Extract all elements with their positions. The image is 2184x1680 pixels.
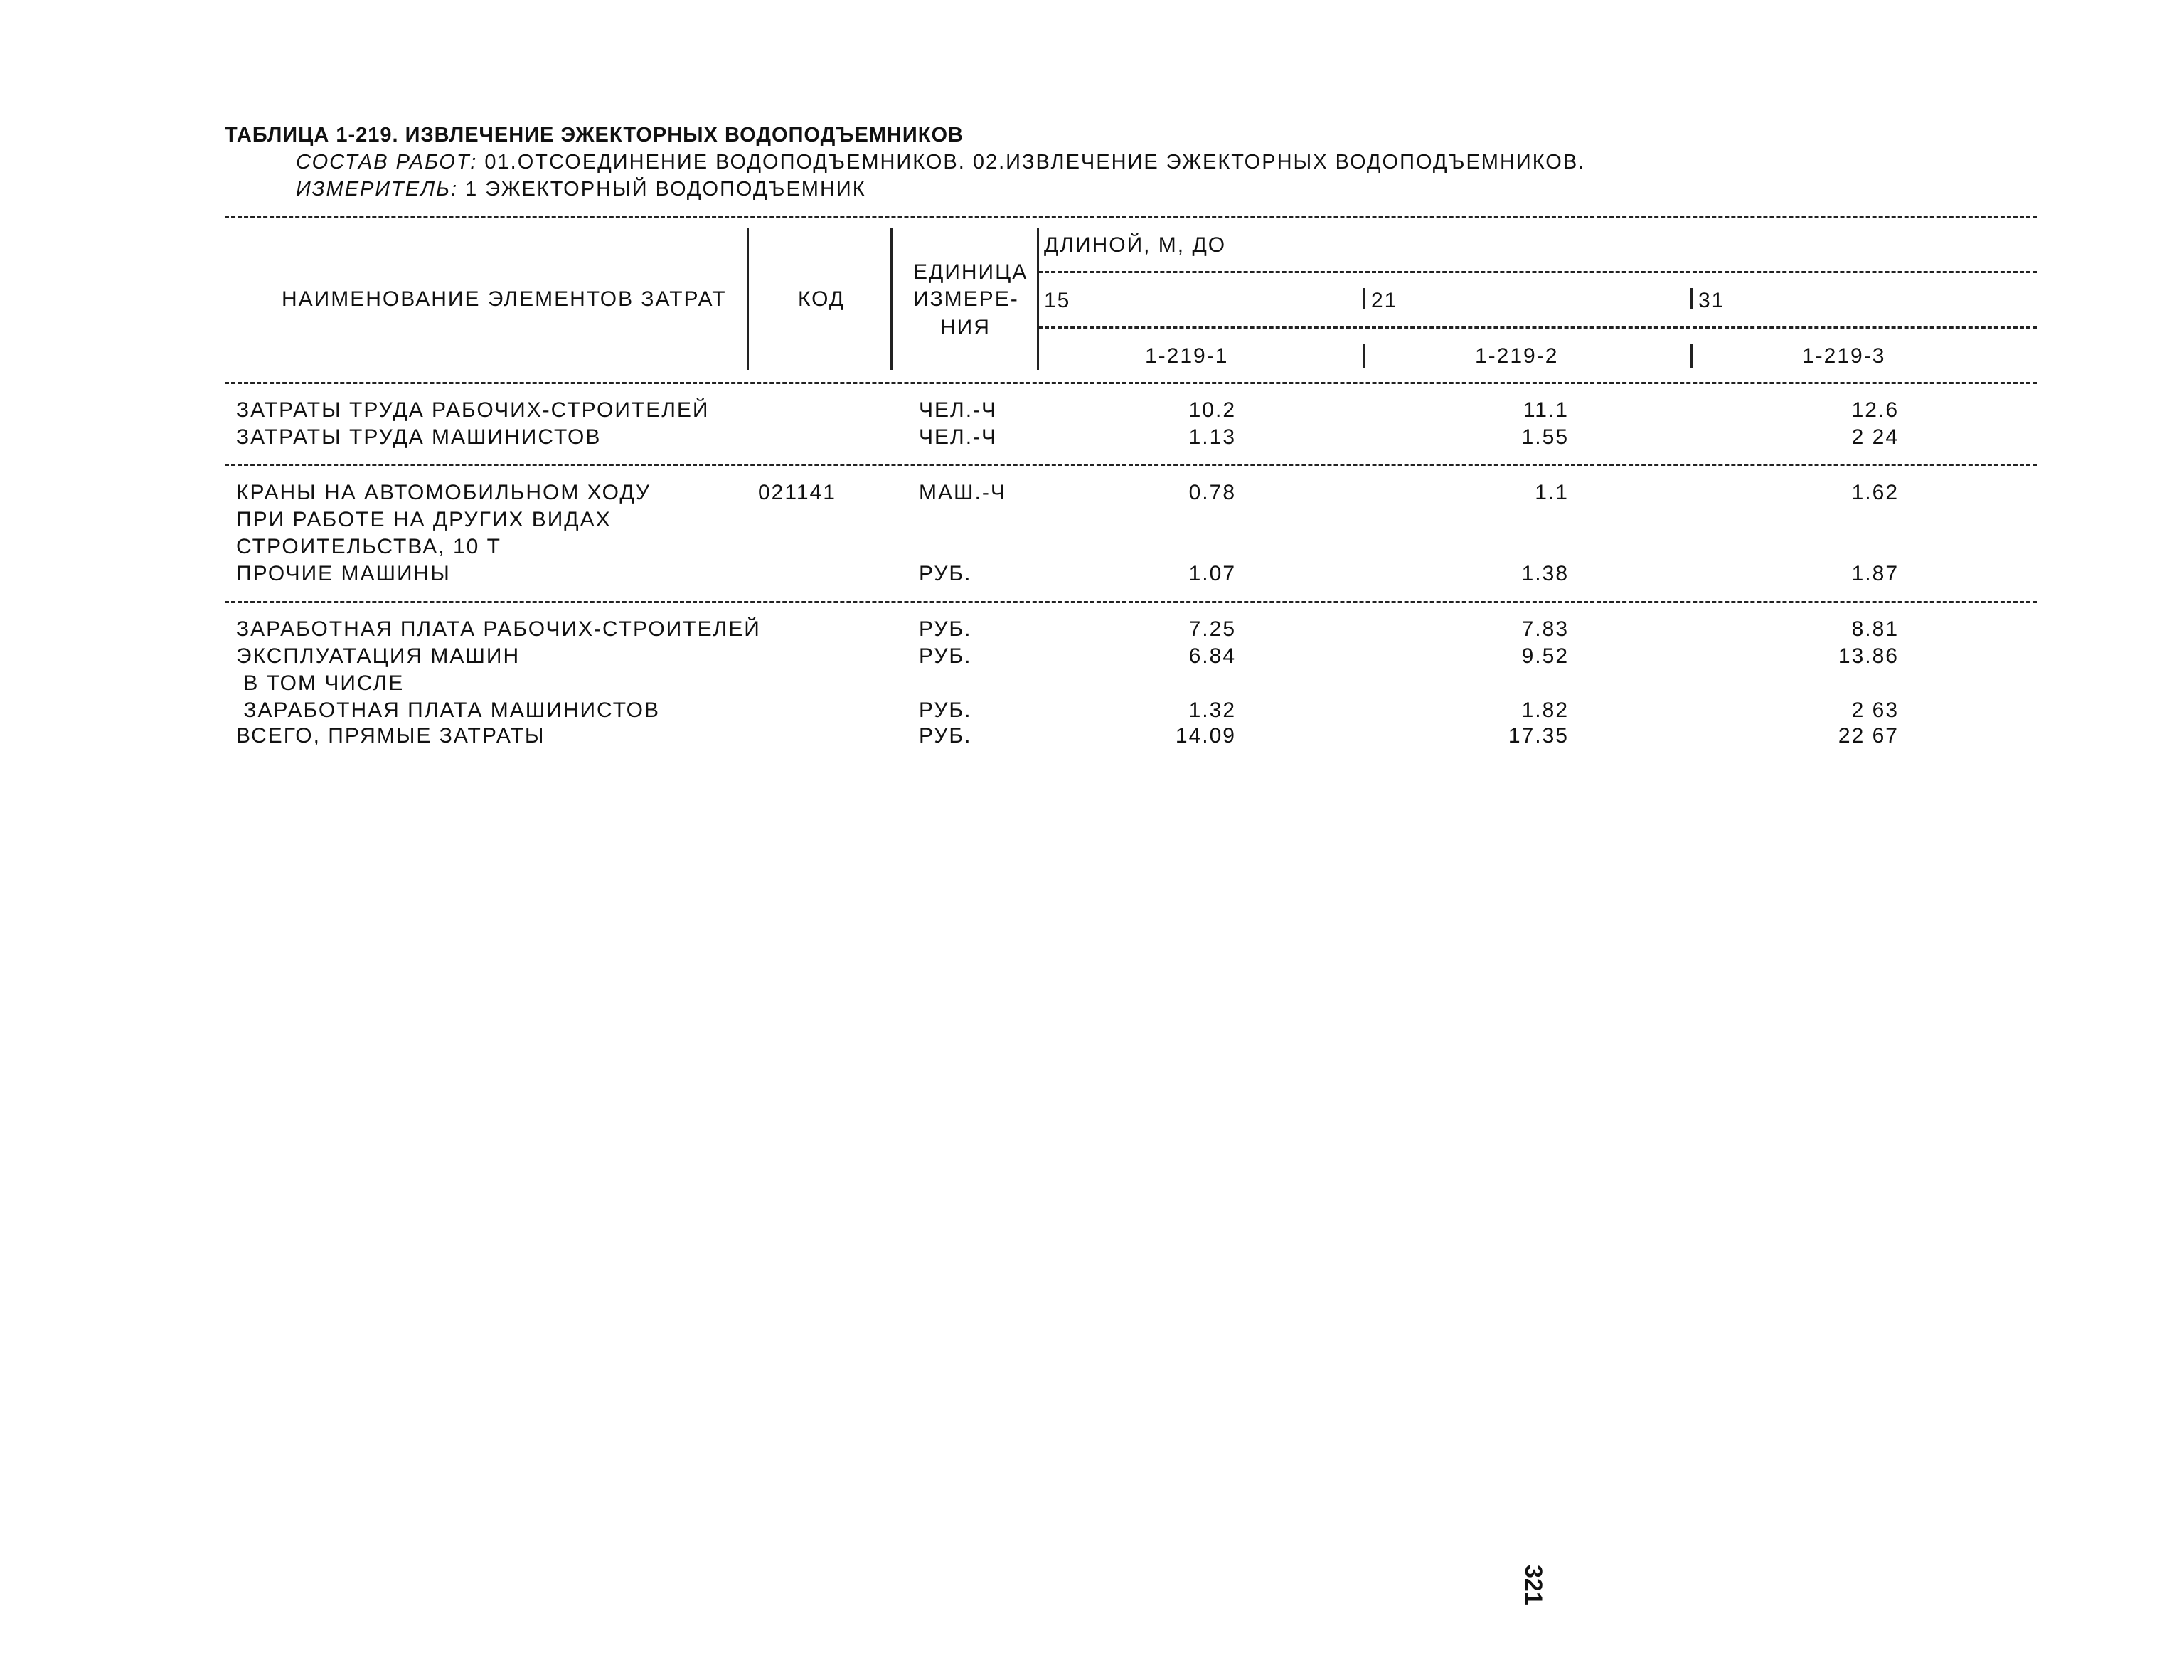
row-value-3: 1.62 <box>1851 481 1899 504</box>
row-unit: ЧЕЛ.-Ч <box>919 425 998 449</box>
length-value-3: 31 <box>1698 289 1725 312</box>
work-composition <box>296 152 1585 173</box>
row-unit: РУБ. <box>919 562 972 585</box>
row-name: ЭКСПЛУАТАЦИЯ МАШИН <box>236 644 521 668</box>
row-name: ЗАТРАТЫ ТРУДА РАБОЧИХ-СТРОИТЕЛЕЙ <box>236 398 710 422</box>
row-value-1: 1.32 <box>1188 698 1236 722</box>
measure-unit-label: ИЗМЕРИТЕЛЬ: <box>296 178 459 201</box>
header-divider-5 <box>1690 288 1693 309</box>
row-name: ПРИ РАБОТЕ НА ДРУГИХ ВИДАХ <box>236 508 612 531</box>
header-divider-1 <box>747 228 749 370</box>
row-value-1: 6.84 <box>1188 644 1236 668</box>
column-code-3: 1-219-3 <box>1802 344 1886 368</box>
row-value-2: 7.83 <box>1521 617 1569 641</box>
row-value-1: 14.09 <box>1175 724 1236 748</box>
row-unit: РУБ. <box>919 617 972 641</box>
row-name: ПРОЧИЕ МАШИНЫ <box>236 562 451 585</box>
work-composition-label: СОСТАВ РАБОТ: <box>296 151 478 174</box>
header-divider-7 <box>1690 344 1693 368</box>
row-value-2: 1.55 <box>1521 425 1569 449</box>
header-divider-6 <box>1363 344 1365 368</box>
row-name: В ТОМ ЧИСЛЕ <box>236 671 405 695</box>
row-name: СТРОИТЕЛЬСТВА, 10 Т <box>236 535 502 558</box>
length-value-2: 21 <box>1371 289 1398 312</box>
row-unit: РУБ. <box>919 644 972 668</box>
table-title: ТАБЛИЦА 1-219. ИЗВЛЕЧЕНИЕ ЭЖЕКТОРНЫХ ВОДОПОДЪЕМНИКОВ <box>225 124 964 147</box>
column-header-name: НАИМЕНОВАНИЕ ЭЛЕМЕНТОВ ЗАТРАТ <box>282 287 727 311</box>
row-value-3: 13.86 <box>1838 644 1899 668</box>
row-value-3: 8.81 <box>1851 617 1899 641</box>
row-value-1: 0.78 <box>1188 481 1236 504</box>
row-value-1: 1.13 <box>1188 425 1236 449</box>
header-divider-4 <box>1363 288 1365 309</box>
row-value-3: 1.87 <box>1851 562 1899 585</box>
column-code-1: 1-219-1 <box>1145 344 1229 368</box>
rule-length <box>1038 271 2037 273</box>
column-code-2: 1-219-2 <box>1475 344 1559 368</box>
length-value-1: 15 <box>1044 289 1071 312</box>
row-name: ЗАТРАТЫ ТРУДА МАШИНИСТОВ <box>236 425 602 449</box>
work-composition-text: 01.ОТСОЕДИНЕНИЕ ВОДОПОДЪЕМНИКОВ. 02.ИЗВЛЕЧЕНИЕ ЭЖЕКТОРНЫХ ВОДОПОДЪЕМНИКОВ. <box>484 151 1586 174</box>
rule-section-2 <box>225 601 2037 603</box>
row-value-3: 2 63 <box>1851 698 1899 722</box>
rule-head-bottom <box>225 382 2037 384</box>
row-code: 021141 <box>758 481 836 504</box>
row-value-2: 9.52 <box>1521 644 1569 668</box>
header-divider-2 <box>890 228 893 370</box>
column-header-code: КОД <box>798 287 846 311</box>
row-value-3: 2 24 <box>1851 425 1899 449</box>
row-name: ЗАРАБОТНАЯ ПЛАТА РАБОЧИХ-СТРОИТЕЛЕЙ <box>236 617 761 641</box>
row-value-2: 1.38 <box>1521 562 1569 585</box>
row-name: ЗАРАБОТНАЯ ПЛАТА МАШИНИСТОВ <box>236 698 661 722</box>
column-header-unit-2: ИЗМЕРЕ- <box>913 287 1019 311</box>
row-value-2: 11.1 <box>1523 398 1569 422</box>
row-value-3: 22 67 <box>1838 724 1899 748</box>
row-value-1: 10.2 <box>1188 398 1236 422</box>
header-divider-3 <box>1037 228 1039 370</box>
rule-length-2 <box>1038 326 2037 329</box>
column-header-unit-3: НИЯ <box>940 316 991 339</box>
measure-unit-text: 1 ЭЖЕКТОРНЫЙ ВОДОПОДЪЕМНИК <box>465 178 866 201</box>
row-unit: РУБ. <box>919 698 972 722</box>
row-unit: ЧЕЛ.-Ч <box>919 398 998 422</box>
row-name: ВСЕГО, ПРЯМЫЕ ЗАТРАТЫ <box>236 724 545 748</box>
column-header-unit-1: ЕДИНИЦА <box>913 260 1028 284</box>
measure-unit <box>296 179 866 200</box>
rule-section-1 <box>225 464 2037 466</box>
page-number: 321 <box>1520 1565 1547 1605</box>
row-value-1: 1.07 <box>1188 562 1236 585</box>
column-header-length: ДЛИНОЙ, М, ДО <box>1044 233 1227 257</box>
rule-top <box>225 216 2037 218</box>
row-unit: МАШ.-Ч <box>919 481 1006 504</box>
row-name: КРАНЫ НА АВТОМОБИЛЬНОМ ХОДУ <box>236 481 651 504</box>
row-value-2: 17.35 <box>1508 724 1569 748</box>
row-value-1: 7.25 <box>1188 617 1236 641</box>
row-value-2: 1.1 <box>1535 481 1569 504</box>
row-value-2: 1.82 <box>1521 698 1569 722</box>
row-unit: РУБ. <box>919 724 972 748</box>
row-value-3: 12.6 <box>1851 398 1899 422</box>
